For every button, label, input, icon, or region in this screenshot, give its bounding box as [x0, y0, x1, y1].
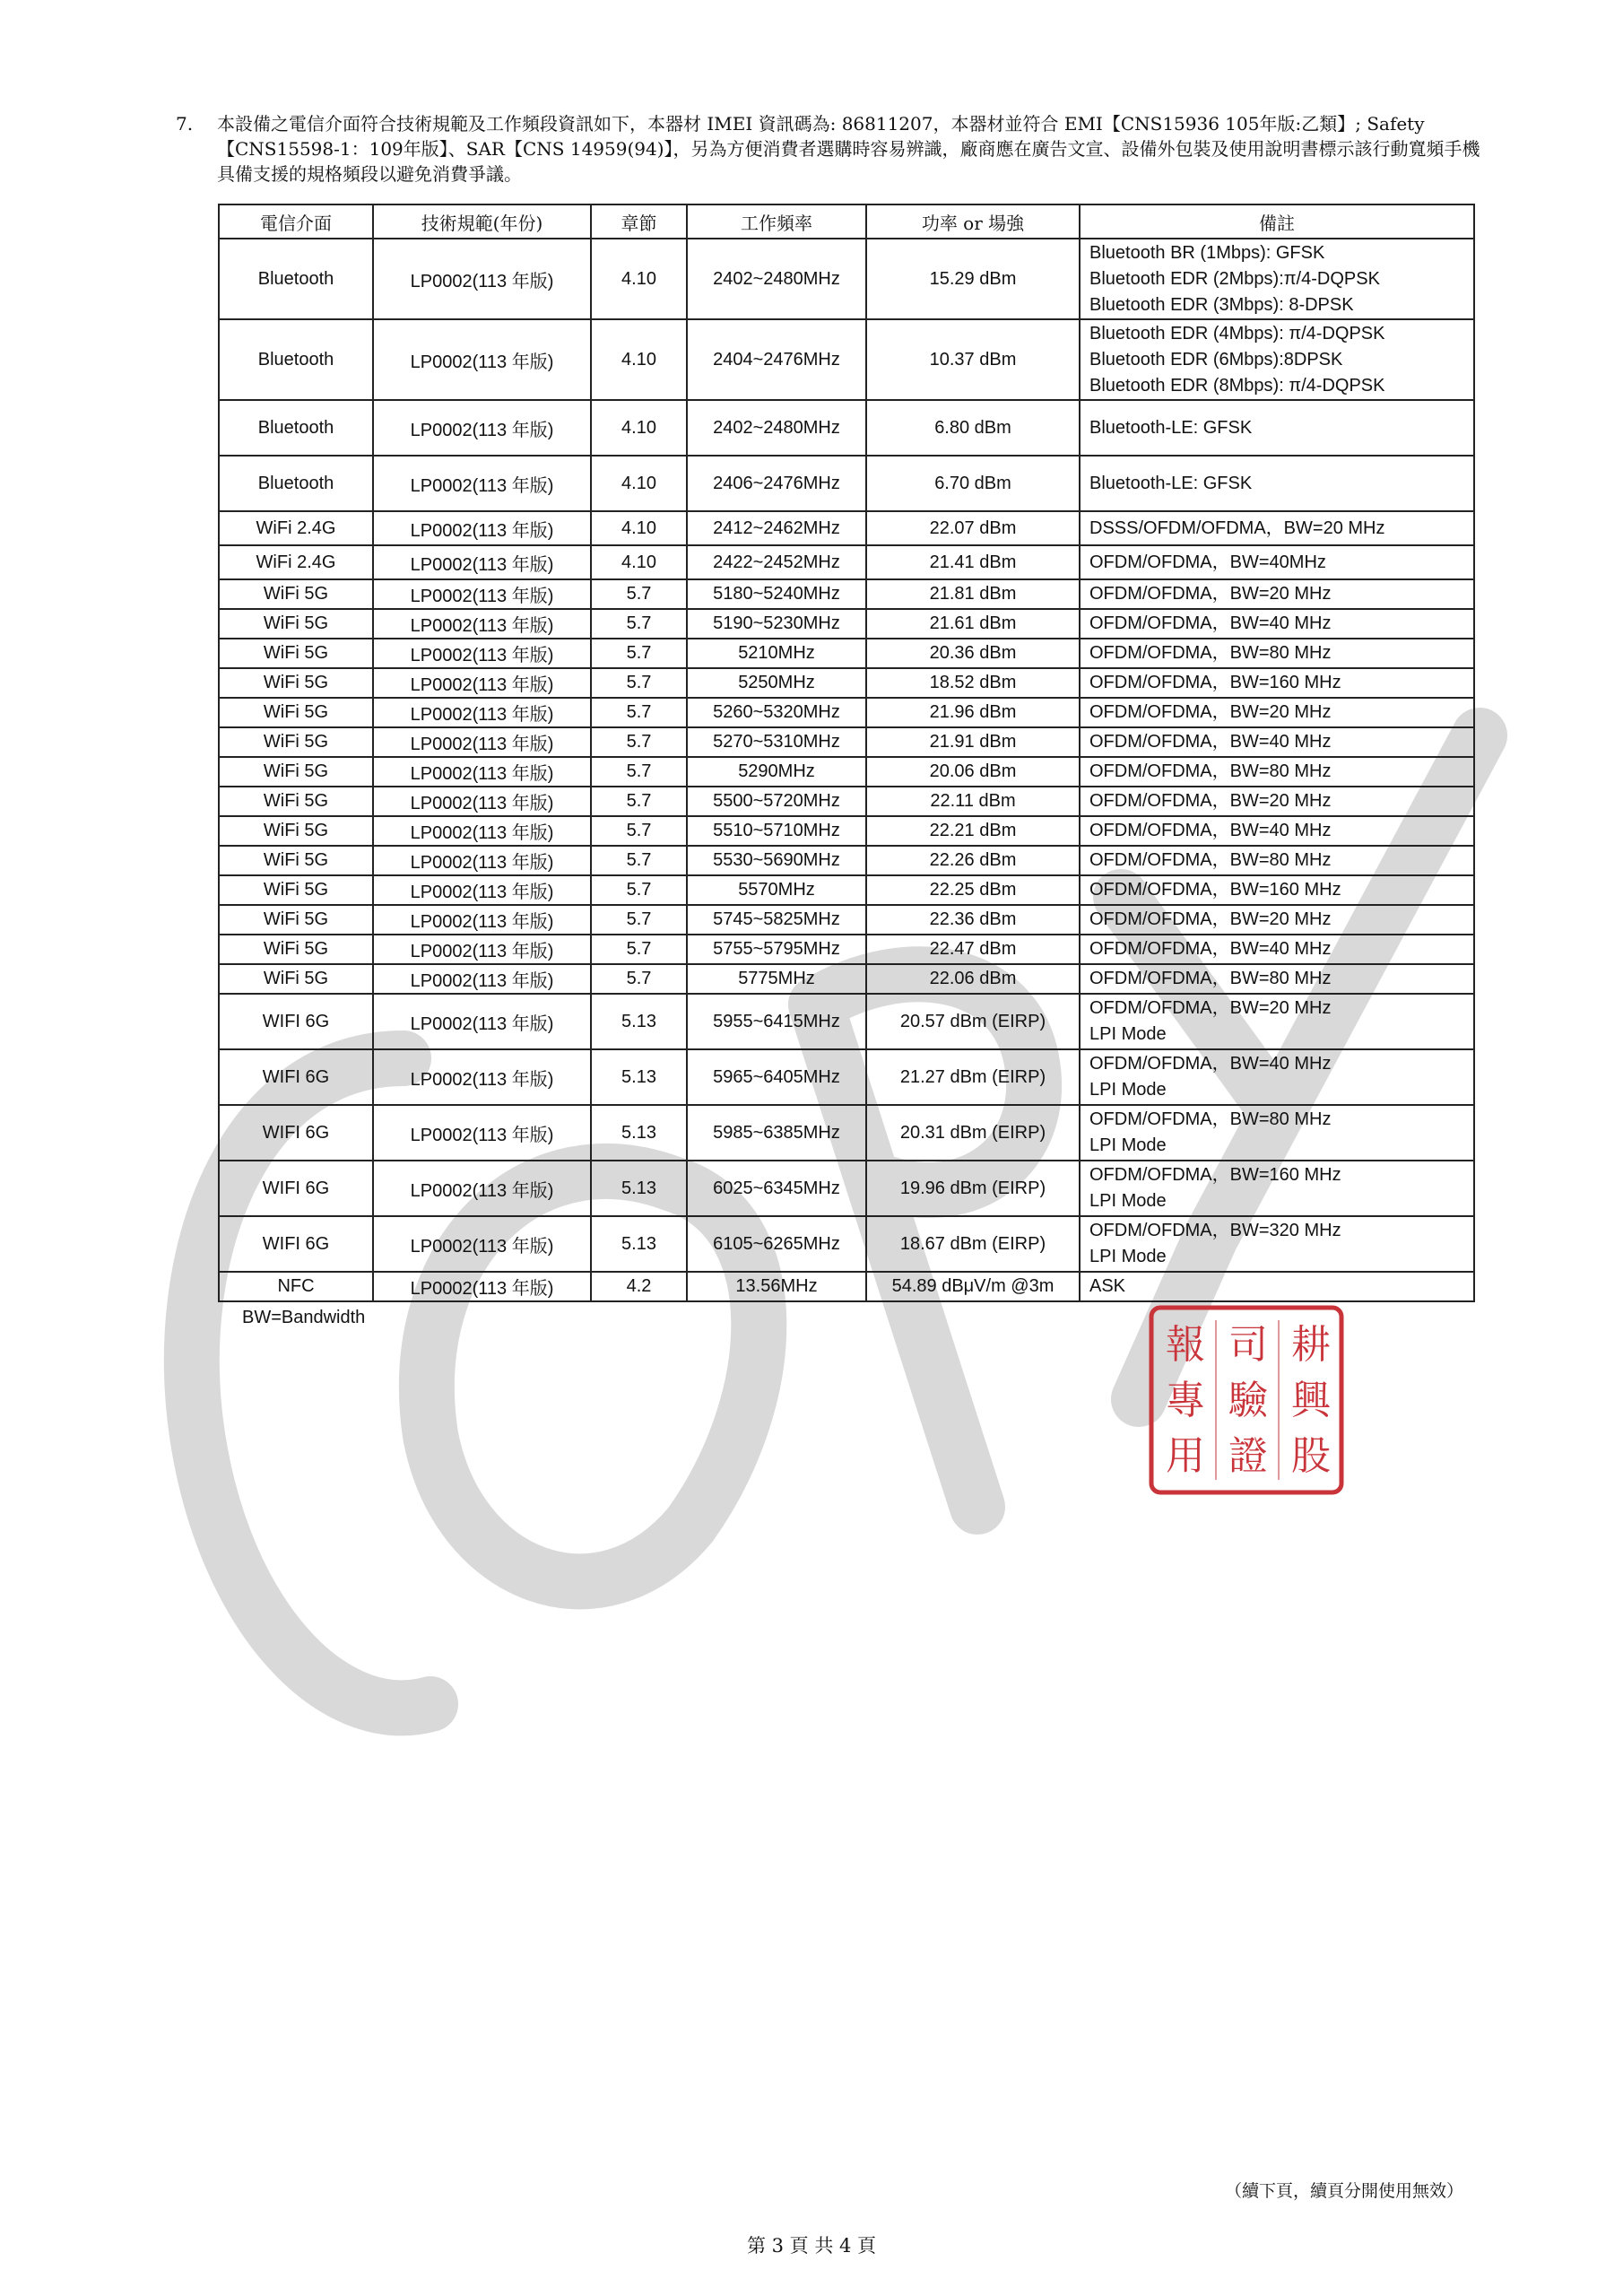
table-row: [219, 456, 1474, 511]
cell-spec: LP0002(113 年版): [373, 994, 591, 1049]
cell-iface: WiFi 5G: [219, 787, 373, 816]
cell-iface: WiFi 5G: [219, 935, 373, 964]
note-line: LPI Mode: [1089, 1247, 1167, 1266]
svg-text:專: 專: [1166, 1378, 1205, 1423]
cell-freq: 5190~5230MHz: [687, 609, 866, 639]
cell-spec: LP0002(113 年版): [373, 1272, 591, 1301]
note-line: Bluetooth EDR (8Mbps): π/4-DQPSK: [1089, 375, 1385, 396]
table-row: [219, 994, 1474, 1049]
cell-notes: [1080, 579, 1474, 609]
cell-spec: LP0002(113 年版): [373, 1105, 591, 1161]
cell-freq: 2402~2480MHz: [687, 239, 866, 319]
cell-power: 22.11 dBm: [866, 787, 1080, 816]
note-line: LPI Mode: [1089, 1191, 1167, 1211]
cell-notes: [1080, 545, 1474, 579]
cell-spec: LP0002(113 年版): [373, 1161, 591, 1216]
cell-spec: LP0002(113 年版): [373, 757, 591, 787]
cell-iface: Bluetooth: [219, 400, 373, 456]
cell-power: 22.26 dBm: [866, 846, 1080, 875]
cell-iface: NFC: [219, 1272, 373, 1301]
table-row: [219, 727, 1474, 757]
svg-text:證: 證: [1228, 1433, 1268, 1479]
note-line: OFDM/OFDMA，BW=160 MHz: [1089, 1165, 1341, 1185]
cell-notes: [1080, 994, 1474, 1049]
svg-text:興: 興: [1291, 1378, 1331, 1423]
cell-iface: WIFI 6G: [219, 1216, 373, 1272]
table-row: [219, 1272, 1474, 1301]
note-line: OFDM/OFDMA，BW=160 MHz: [1089, 880, 1341, 900]
header-interface: 電信介面: [219, 204, 373, 239]
cell-iface: WIFI 6G: [219, 1105, 373, 1161]
note-line: OFDM/OFDMA，BW=40 MHz: [1089, 821, 1332, 840]
cell-freq: 5250MHz: [687, 668, 866, 698]
table-row: [219, 1049, 1474, 1105]
cell-notes: [1080, 1105, 1474, 1161]
cell-power: 10.37 dBm: [866, 319, 1080, 400]
cell-iface: WiFi 5G: [219, 816, 373, 846]
cell-notes: [1080, 1049, 1474, 1105]
note-line: LPI Mode: [1089, 1080, 1167, 1100]
cell-iface: WiFi 5G: [219, 905, 373, 935]
note-line: OFDM/OFDMA，BW=80 MHz: [1089, 643, 1332, 663]
cell-spec: LP0002(113 年版): [373, 698, 591, 727]
cell-power: 22.21 dBm: [866, 816, 1080, 846]
table-row: [219, 964, 1474, 994]
cell-spec: LP0002(113 年版): [373, 846, 591, 875]
note-line: Bluetooth BR (1Mbps): GFSK: [1089, 242, 1325, 263]
cell-iface: WiFi 5G: [219, 846, 373, 875]
svg-text:報: 報: [1166, 1322, 1205, 1368]
cell-freq: 5210MHz: [687, 639, 866, 668]
header-notes: 備註: [1080, 204, 1474, 239]
note-line: LPI Mode: [1089, 1024, 1167, 1044]
cell-spec: LP0002(113 年版): [373, 935, 591, 964]
cell-sec: 4.10: [591, 511, 687, 545]
cell-power: 22.07 dBm: [866, 511, 1080, 545]
cell-iface: Bluetooth: [219, 456, 373, 511]
cell-iface: Bluetooth: [219, 239, 373, 319]
table-row: [219, 905, 1474, 935]
note-line: OFDM/OFDMA，BW=20 MHz: [1089, 791, 1332, 811]
note-line: ASK: [1089, 1276, 1126, 1296]
cell-freq: 5510~5710MHz: [687, 816, 866, 846]
header-section: 章節: [591, 204, 687, 239]
cell-notes: [1080, 935, 1474, 964]
note-line: OFDM/OFDMA，BW=40MHz: [1089, 552, 1326, 572]
cell-sec: 4.10: [591, 400, 687, 456]
table-row: [219, 400, 1474, 456]
table-row: [219, 1216, 1474, 1272]
cell-notes: [1080, 456, 1474, 511]
cell-sec: 5.7: [591, 579, 687, 609]
cell-notes: [1080, 964, 1474, 994]
item-number: 7.: [176, 113, 194, 135]
note-line: OFDM/OFDMA，BW=40 MHz: [1089, 732, 1332, 752]
cell-spec: LP0002(113 年版): [373, 511, 591, 545]
cell-spec: LP0002(113 年版): [373, 400, 591, 456]
cell-notes: [1080, 239, 1474, 319]
note-line: OFDM/OFDMA，BW=160 MHz: [1089, 673, 1341, 692]
cell-spec: LP0002(113 年版): [373, 545, 591, 579]
note-line: DSSS/OFDM/OFDMA，BW=20 MHz: [1089, 517, 1385, 538]
table-row: [219, 609, 1474, 639]
cell-sec: 4.10: [591, 319, 687, 400]
note-line: OFDM/OFDMA，BW=20 MHz: [1089, 702, 1332, 722]
cell-freq: 13.56MHz: [687, 1272, 866, 1301]
cell-notes: [1080, 609, 1474, 639]
cell-sec: 5.13: [591, 994, 687, 1049]
cell-iface: WiFi 2.4G: [219, 511, 373, 545]
table-row: [219, 787, 1474, 816]
cell-notes: [1080, 400, 1474, 456]
cell-freq: 2412~2462MHz: [687, 511, 866, 545]
note-line: Bluetooth EDR (2Mbps):π/4-DQPSK: [1089, 268, 1380, 289]
cell-power: 6.70 dBm: [866, 456, 1080, 511]
table-row: [219, 1105, 1474, 1161]
cell-sec: 5.7: [591, 964, 687, 994]
svg-text:用: 用: [1166, 1433, 1205, 1479]
cell-notes: [1080, 787, 1474, 816]
note-line: OFDM/OFDMA，BW=40 MHz: [1089, 1054, 1332, 1074]
cell-sec: 5.7: [591, 816, 687, 846]
cell-spec: LP0002(113 年版): [373, 787, 591, 816]
cell-sec: 5.13: [591, 1216, 687, 1272]
table-row: [219, 239, 1474, 319]
cell-power: 20.57 dBm (EIRP): [866, 994, 1080, 1049]
cell-spec: LP0002(113 年版): [373, 1216, 591, 1272]
cell-freq: 2404~2476MHz: [687, 319, 866, 400]
cell-spec: LP0002(113 年版): [373, 239, 591, 319]
table-row: [219, 757, 1474, 787]
cell-sec: 5.13: [591, 1049, 687, 1105]
note-line: OFDM/OFDMA，BW=20 MHz: [1089, 998, 1332, 1018]
cell-power: 18.67 dBm (EIRP): [866, 1216, 1080, 1272]
cell-iface: WiFi 5G: [219, 609, 373, 639]
cell-power: 21.91 dBm: [866, 727, 1080, 757]
cell-power: 22.06 dBm: [866, 964, 1080, 994]
note-line: OFDM/OFDMA，BW=20 MHz: [1089, 584, 1332, 604]
cell-sec: 5.7: [591, 787, 687, 816]
cell-power: 21.41 dBm: [866, 545, 1080, 579]
cell-freq: 2402~2480MHz: [687, 400, 866, 456]
cell-iface: WiFi 5G: [219, 875, 373, 905]
cell-power: 20.31 dBm (EIRP): [866, 1105, 1080, 1161]
note-line: OFDM/OFDMA，BW=80 MHz: [1089, 850, 1332, 870]
note-line: OFDM/OFDMA，BW=20 MHz: [1089, 909, 1332, 929]
note-line: OFDM/OFDMA，BW=80 MHz: [1089, 761, 1332, 781]
cell-notes: [1080, 319, 1474, 400]
cell-notes: [1080, 846, 1474, 875]
cell-iface: WiFi 5G: [219, 964, 373, 994]
cell-iface: Bluetooth: [219, 319, 373, 400]
table-row: [219, 846, 1474, 875]
cell-spec: LP0002(113 年版): [373, 816, 591, 846]
cell-iface: WiFi 5G: [219, 727, 373, 757]
cell-sec: 5.13: [591, 1105, 687, 1161]
cell-power: 21.96 dBm: [866, 698, 1080, 727]
cell-notes: [1080, 668, 1474, 698]
cell-power: 20.06 dBm: [866, 757, 1080, 787]
note-line: Bluetooth-LE: GFSK: [1089, 417, 1253, 438]
cell-freq: 2406~2476MHz: [687, 456, 866, 511]
header-spec: 技術規範(年份): [373, 204, 591, 239]
cell-notes: [1080, 875, 1474, 905]
cell-iface: WiFi 5G: [219, 639, 373, 668]
note-line: Bluetooth EDR (3Mbps): 8-DPSK: [1089, 294, 1354, 315]
cell-freq: 5755~5795MHz: [687, 935, 866, 964]
cell-sec: 4.10: [591, 239, 687, 319]
note-line: OFDM/OFDMA，BW=40 MHz: [1089, 613, 1332, 633]
continued-note: （續下頁，續頁分開使用無效）: [1224, 2181, 1463, 2201]
cell-sec: 5.7: [591, 698, 687, 727]
cell-power: 21.81 dBm: [866, 579, 1080, 609]
cell-freq: 5270~5310MHz: [687, 727, 866, 757]
table-row: [219, 816, 1474, 846]
note-line: Bluetooth EDR (6Mbps):8DPSK: [1089, 349, 1343, 370]
table-row: [219, 668, 1474, 698]
cell-sec: 5.7: [591, 935, 687, 964]
cell-sec: 5.13: [591, 1161, 687, 1216]
cell-notes: [1080, 757, 1474, 787]
cell-sec: 5.7: [591, 846, 687, 875]
cell-freq: 5260~5320MHz: [687, 698, 866, 727]
cell-notes: [1080, 1216, 1474, 1272]
page-number: 第 3 頁 共 4 頁: [746, 2235, 877, 2257]
svg-text:驗: 驗: [1228, 1378, 1268, 1423]
table-row: [219, 1161, 1474, 1216]
cell-notes: [1080, 511, 1474, 545]
cell-sec: 4.10: [591, 456, 687, 511]
cell-freq: 2422~2452MHz: [687, 545, 866, 579]
svg-text:司: 司: [1228, 1322, 1268, 1368]
cell-power: 19.96 dBm (EIRP): [866, 1161, 1080, 1216]
cell-freq: 5965~6405MHz: [687, 1049, 866, 1105]
cell-notes: [1080, 1161, 1474, 1216]
cell-freq: 5530~5690MHz: [687, 846, 866, 875]
cell-freq: 5500~5720MHz: [687, 787, 866, 816]
cell-iface: WiFi 5G: [219, 668, 373, 698]
note-line: OFDM/OFDMA，BW=80 MHz: [1089, 1109, 1332, 1129]
cell-power: 22.36 dBm: [866, 905, 1080, 935]
cell-freq: 5290MHz: [687, 757, 866, 787]
cell-spec: LP0002(113 年版): [373, 319, 591, 400]
cell-freq: 6025~6345MHz: [687, 1161, 866, 1216]
cell-power: 15.29 dBm: [866, 239, 1080, 319]
table-row: [219, 319, 1474, 400]
note-line: OFDM/OFDMA，BW=320 MHz: [1089, 1221, 1341, 1240]
cell-sec: 5.7: [591, 727, 687, 757]
note-line: OFDM/OFDMA，BW=40 MHz: [1089, 939, 1332, 959]
cell-freq: 5745~5825MHz: [687, 905, 866, 935]
cell-iface: WiFi 5G: [219, 698, 373, 727]
cell-notes: [1080, 698, 1474, 727]
cell-sec: 4.10: [591, 545, 687, 579]
cell-power: 6.80 dBm: [866, 400, 1080, 456]
cell-freq: 5775MHz: [687, 964, 866, 994]
cell-spec: LP0002(113 年版): [373, 639, 591, 668]
cell-sec: 5.7: [591, 609, 687, 639]
cell-spec: LP0002(113 年版): [373, 609, 591, 639]
cell-power: 54.89 dBμV/m @3m: [866, 1272, 1080, 1301]
cell-notes: [1080, 905, 1474, 935]
company-seal-stamp: [1146, 1302, 1347, 1498]
cell-iface: WIFI 6G: [219, 1049, 373, 1105]
cell-sec: 5.7: [591, 639, 687, 668]
cell-iface: WIFI 6G: [219, 994, 373, 1049]
intro-text: 本設備之電信介面符合技術規範及工作頻段資訊如下，本器材 IMEI 資訊碼為: 86811207，本器材並符合 EMI【CNS15936 105年版:乙類】; Safety【CNS15598-1：109年版】、SAR【CNS 14959(94)】，另為方便消費者選購時容易辨識，廠商應在廣告文宣、設備外包裝及使用說明書標示該行動寬頻手機具備支援的規格頻段以避免消費爭議。: [217, 113, 1480, 185]
cell-sec: 5.7: [591, 905, 687, 935]
cell-iface: WiFi 5G: [219, 579, 373, 609]
table-row: [219, 545, 1474, 579]
cell-sec: 5.7: [591, 875, 687, 905]
header-frequency: 工作頻率: [687, 204, 866, 239]
cell-spec: LP0002(113 年版): [373, 875, 591, 905]
cell-freq: 5570MHz: [687, 875, 866, 905]
cell-spec: LP0002(113 年版): [373, 579, 591, 609]
cell-power: 20.36 dBm: [866, 639, 1080, 668]
cell-power: 21.61 dBm: [866, 609, 1080, 639]
svg-text:耕: 耕: [1291, 1322, 1331, 1368]
cell-spec: LP0002(113 年版): [373, 1049, 591, 1105]
intro-paragraph: [176, 111, 1485, 187]
table-header-row: [219, 204, 1474, 239]
cell-power: 18.52 dBm: [866, 668, 1080, 698]
table-row: [219, 511, 1474, 545]
cell-freq: 5985~6385MHz: [687, 1105, 866, 1161]
cell-notes: [1080, 816, 1474, 846]
footnote: BW=Bandwidth: [242, 1308, 366, 1327]
cell-iface: WIFI 6G: [219, 1161, 373, 1216]
cell-spec: LP0002(113 年版): [373, 905, 591, 935]
table-row: [219, 579, 1474, 609]
cell-power: 22.25 dBm: [866, 875, 1080, 905]
cell-freq: 6105~6265MHz: [687, 1216, 866, 1272]
cell-freq: 5955~6415MHz: [687, 994, 866, 1049]
cell-spec: LP0002(113 年版): [373, 668, 591, 698]
cell-notes: [1080, 727, 1474, 757]
cell-spec: LP0002(113 年版): [373, 727, 591, 757]
cell-iface: WiFi 5G: [219, 757, 373, 787]
note-line: OFDM/OFDMA，BW=80 MHz: [1089, 969, 1332, 988]
cell-freq: 5180~5240MHz: [687, 579, 866, 609]
cell-notes: [1080, 1272, 1474, 1301]
note-line: Bluetooth EDR (4Mbps): π/4-DQPSK: [1089, 323, 1385, 344]
table-row: [219, 875, 1474, 905]
table-row: [219, 935, 1474, 964]
table-row: [219, 698, 1474, 727]
cell-power: 21.27 dBm (EIRP): [866, 1049, 1080, 1105]
cell-spec: LP0002(113 年版): [373, 456, 591, 511]
cell-sec: 5.7: [591, 668, 687, 698]
header-power: 功率 or 場強: [866, 204, 1080, 239]
cell-notes: [1080, 639, 1474, 668]
table-row: [219, 639, 1474, 668]
cell-iface: WiFi 2.4G: [219, 545, 373, 579]
frequency-spec-table: [218, 204, 1475, 1302]
note-line: LPI Mode: [1089, 1135, 1167, 1155]
cell-sec: 5.7: [591, 757, 687, 787]
note-line: Bluetooth-LE: GFSK: [1089, 473, 1253, 493]
cell-sec: 4.2: [591, 1272, 687, 1301]
cell-power: 22.47 dBm: [866, 935, 1080, 964]
svg-text:股: 股: [1291, 1433, 1331, 1479]
cell-spec: LP0002(113 年版): [373, 964, 591, 994]
